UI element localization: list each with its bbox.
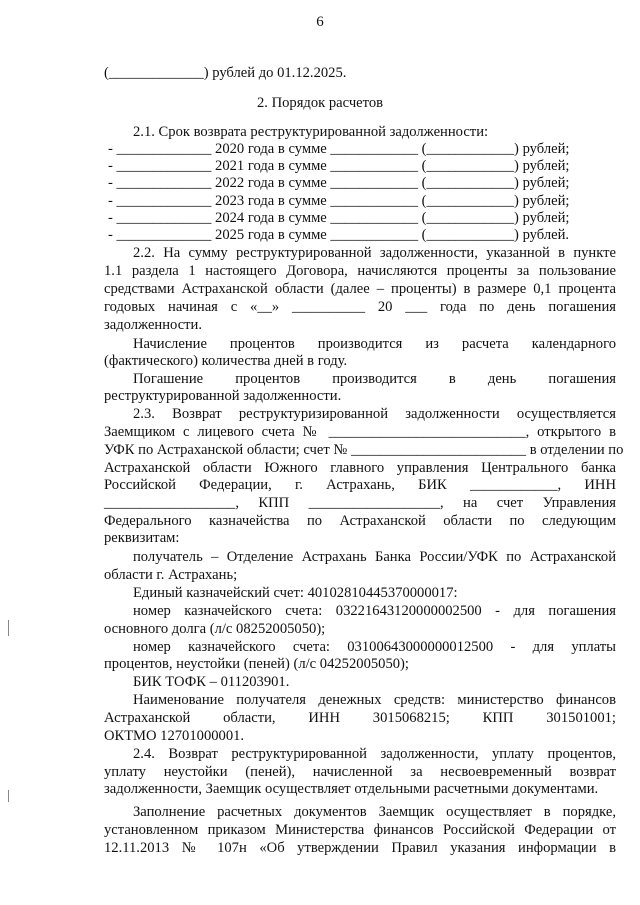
page-number: 6: [316, 14, 324, 30]
p22-line: средствами Астраханской области (далее – проценты) в размере 0,1 процента: [104, 281, 616, 297]
p23-line: УФК по Астраханской области; счет № ________________________ в отделении по: [104, 442, 624, 458]
calc-line: Начисление процентов производится из расчета календарного: [133, 336, 616, 352]
scan-margin-mark: [8, 790, 9, 802]
p24-line: уплату неустойки (пеней), начисленной за несвоевременный возврат: [104, 764, 616, 780]
p22-line: 1.1 раздела 1 настоящего Договора, начисляются проценты за пользование: [104, 263, 616, 279]
p23-line: 2.3. Возврат реструктуризированной задолженности осуществляется: [133, 406, 616, 422]
schedule-row: - _____________ 2024 года в сумме ____________ (____________) рублей;: [108, 210, 570, 226]
recipient-line: получатель – Отделение Астрахань Банка России/УФК по Астраханской: [133, 549, 616, 565]
schedule-row: - _____________ 2020 года в сумме ____________ (____________) рублей;: [108, 141, 570, 157]
p24-line: 2.4. Возврат реструктурированной задолженности, уплату процентов,: [133, 746, 616, 762]
pay-line: Погашение процентов производится в день погашения: [133, 371, 616, 387]
p21-heading: 2.1. Срок возврата реструктурированной задолженности:: [133, 124, 489, 140]
p23-line: Российской Федерации, г. Астрахань, БИК ____________, ИНН: [104, 477, 616, 493]
account1-line: основного долга (л/с 08252005050);: [104, 621, 326, 637]
recipient-name-line: Астраханской области, ИНН 3015068215; КПП 301501001;: [104, 710, 616, 726]
p23-line: __________________, КПП __________________, на счет Управления: [104, 495, 616, 511]
p23-line: Заемщиком с лицевого счета № ___________________________, открытого в: [104, 424, 616, 440]
recipient-line: области г. Астрахань;: [104, 567, 238, 583]
pay-line: реструктурированной задолженности.: [104, 388, 342, 404]
fill-line: установленном приказом Министерства финансов Российской Федерации от: [104, 822, 616, 838]
schedule-row: - _____________ 2025 года в сумме ____________ (____________) рублей.: [108, 227, 570, 243]
schedule-row: - _____________ 2022 года в сумме ____________ (____________) рублей;: [108, 175, 570, 191]
p23-line: Астраханской области Южного главного управления Центрального банка: [104, 460, 616, 476]
fill-line: Заполнение расчетных документов Заемщик осуществляет в порядке,: [133, 804, 616, 820]
account1-line: номер казначейского счета: 03221643120000002500 - для погашения: [133, 603, 616, 619]
p24-line: задолженности, Заемщик осуществляет отдельными расчетными документами.: [104, 781, 599, 797]
schedule-row: - _____________ 2023 года в сумме ____________ (____________) рублей;: [108, 193, 570, 209]
section-title: 2. Порядок расчетов: [256, 95, 384, 111]
p22-line: годовых начиная с «__» __________ 20 ___ года по день погашения: [104, 299, 616, 315]
fill-line: 12.11.2013 № 107н «Об утверждении Правил указания информации в: [104, 840, 616, 856]
bik-line: БИК ТОФК – 011203901.: [133, 674, 290, 690]
single-account: Единый казначейский счет: 40102810445370000017:: [133, 585, 458, 601]
account2-line: номер казначейского счета: 03100643000000012500 - для уплаты: [133, 639, 616, 655]
account2-line: процентов, неустойки (пеней) (л/с 04252005050);: [104, 656, 409, 672]
p22-line: 2.2. На сумму реструктурированной задолженности, указанной в пункте: [133, 245, 616, 261]
recipient-name-line: ОКТМО 12701000001.: [104, 728, 245, 744]
p22-line: задолженности.: [104, 317, 203, 333]
recipient-name-line: Наименование получателя денежных средств: министерство финансов: [133, 692, 616, 708]
calc-line: (фактического) количества дней в году.: [104, 353, 348, 369]
p23-line: Федерального казначейства по Астраханской области по следующим: [104, 513, 616, 529]
top-line: (_____________) рублей до 01.12.2025.: [104, 65, 347, 81]
p23-line: реквизитам:: [104, 530, 180, 546]
schedule-row: - _____________ 2021 года в сумме ____________ (____________) рублей;: [108, 158, 570, 174]
scan-margin-mark: [8, 620, 9, 636]
